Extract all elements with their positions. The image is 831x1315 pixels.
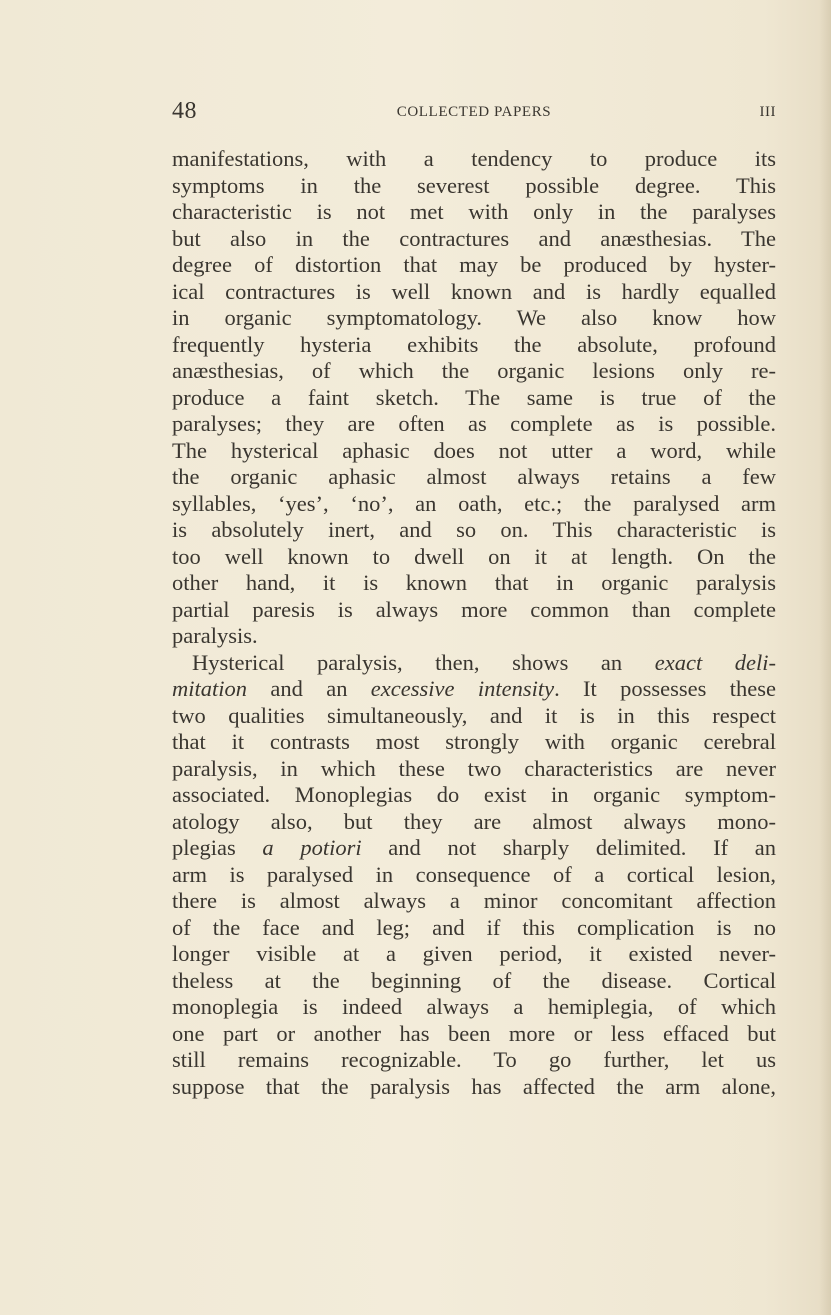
text-line: characteristic is not met with only in the paralyses (172, 199, 776, 224)
text-line: paralysis, in which these two characteristics are never (172, 755, 776, 781)
text-line-paragraph-start (172, 650, 776, 677)
text-line: The hysterical aphasic does not utter a word, while (172, 437, 776, 463)
text-line: the organic aphasic almost always retains a few (172, 464, 776, 489)
text-line: other hand, it is known that in organic paralysis (172, 570, 776, 595)
body-text (172, 146, 776, 1100)
text-line: but also in the contractures and anæsthesias. The (172, 225, 776, 251)
italic-run: excessive intensity (370, 676, 555, 701)
text-line: syllables, ‘yes’, ‘no’, an oath, etc.; the paralysed arm (172, 490, 776, 516)
text-line: frequently hysteria exhibits the absolute, profound (172, 331, 776, 357)
text-line: in organic symptomatology. We also know how (172, 305, 776, 330)
text-line-paragraph-end: paralysis. (172, 623, 258, 648)
text-line: degree of distortion that may be produced by hyster- (172, 252, 776, 277)
text-line: anæsthesias, of which the organic lesions only re- (172, 358, 776, 383)
running-head (172, 96, 776, 126)
text-line: associated. Monoplegias do exist in organic symptom- (172, 782, 776, 807)
text-line: still remains recognizable. To go further, let us (172, 1047, 776, 1072)
text-line: produce a faint sketch. The same is true of the (172, 384, 776, 410)
text-line: there is almost always a minor concomitant affection (172, 888, 776, 913)
text-line (172, 676, 776, 703)
text-line: too well known to dwell on it at length. On the (172, 543, 776, 569)
italic-run: mitation (172, 676, 248, 701)
running-title: COLLECTED PAPERS (396, 104, 552, 120)
text-run: and an (247, 676, 371, 701)
text-line: paralyses; they are often as complete as is possible. (172, 411, 776, 436)
text-line: of the face and leg; and if this complication is no (172, 914, 776, 940)
page-number: 48 (172, 98, 197, 124)
text-run: and not sharply delimited. If an (361, 835, 777, 860)
italic-run: exact deli- (654, 649, 776, 675)
text-line: monoplegia is indeed always a hemiplegia, of which (172, 994, 776, 1019)
text-run: Hysterical paralysis, then, shows an (192, 649, 655, 675)
text-line: manifestations, with a tendency to produce its (172, 146, 776, 171)
text-line: ical contractures is well known and is hardly equalled (172, 278, 776, 304)
section-number: III (759, 104, 776, 120)
text-line: atology also, but they are almost always mono- (172, 808, 776, 834)
text-line: theless at the beginning of the disease. Cortical (172, 967, 776, 993)
text-line: longer visible at a given period, it existed never- (172, 941, 776, 966)
text-line: one part or another has been more or less effaced but (172, 1020, 776, 1046)
text-line (172, 835, 776, 862)
text-line: arm is paralysed in consequence of a cortical lesion, (172, 861, 776, 887)
text-line: partial paresis is always more common than complete (172, 596, 776, 622)
text-run: plegias (172, 835, 263, 860)
text-line: is absolutely inert, and so on. This characteristic is (172, 517, 776, 542)
text-line: symptoms in the severest possible degree. This (172, 172, 776, 198)
page-edge-shadow (819, 0, 831, 1315)
text-line: two qualities simultaneously, and it is in this respect (172, 702, 776, 728)
italic-run: a potiori (262, 835, 362, 860)
text-line: suppose that the paralysis has affected the arm alone, (172, 1073, 776, 1099)
text-line: that it contrasts most strongly with organic cerebral (172, 729, 776, 754)
text-run: . It possesses these (554, 676, 776, 701)
